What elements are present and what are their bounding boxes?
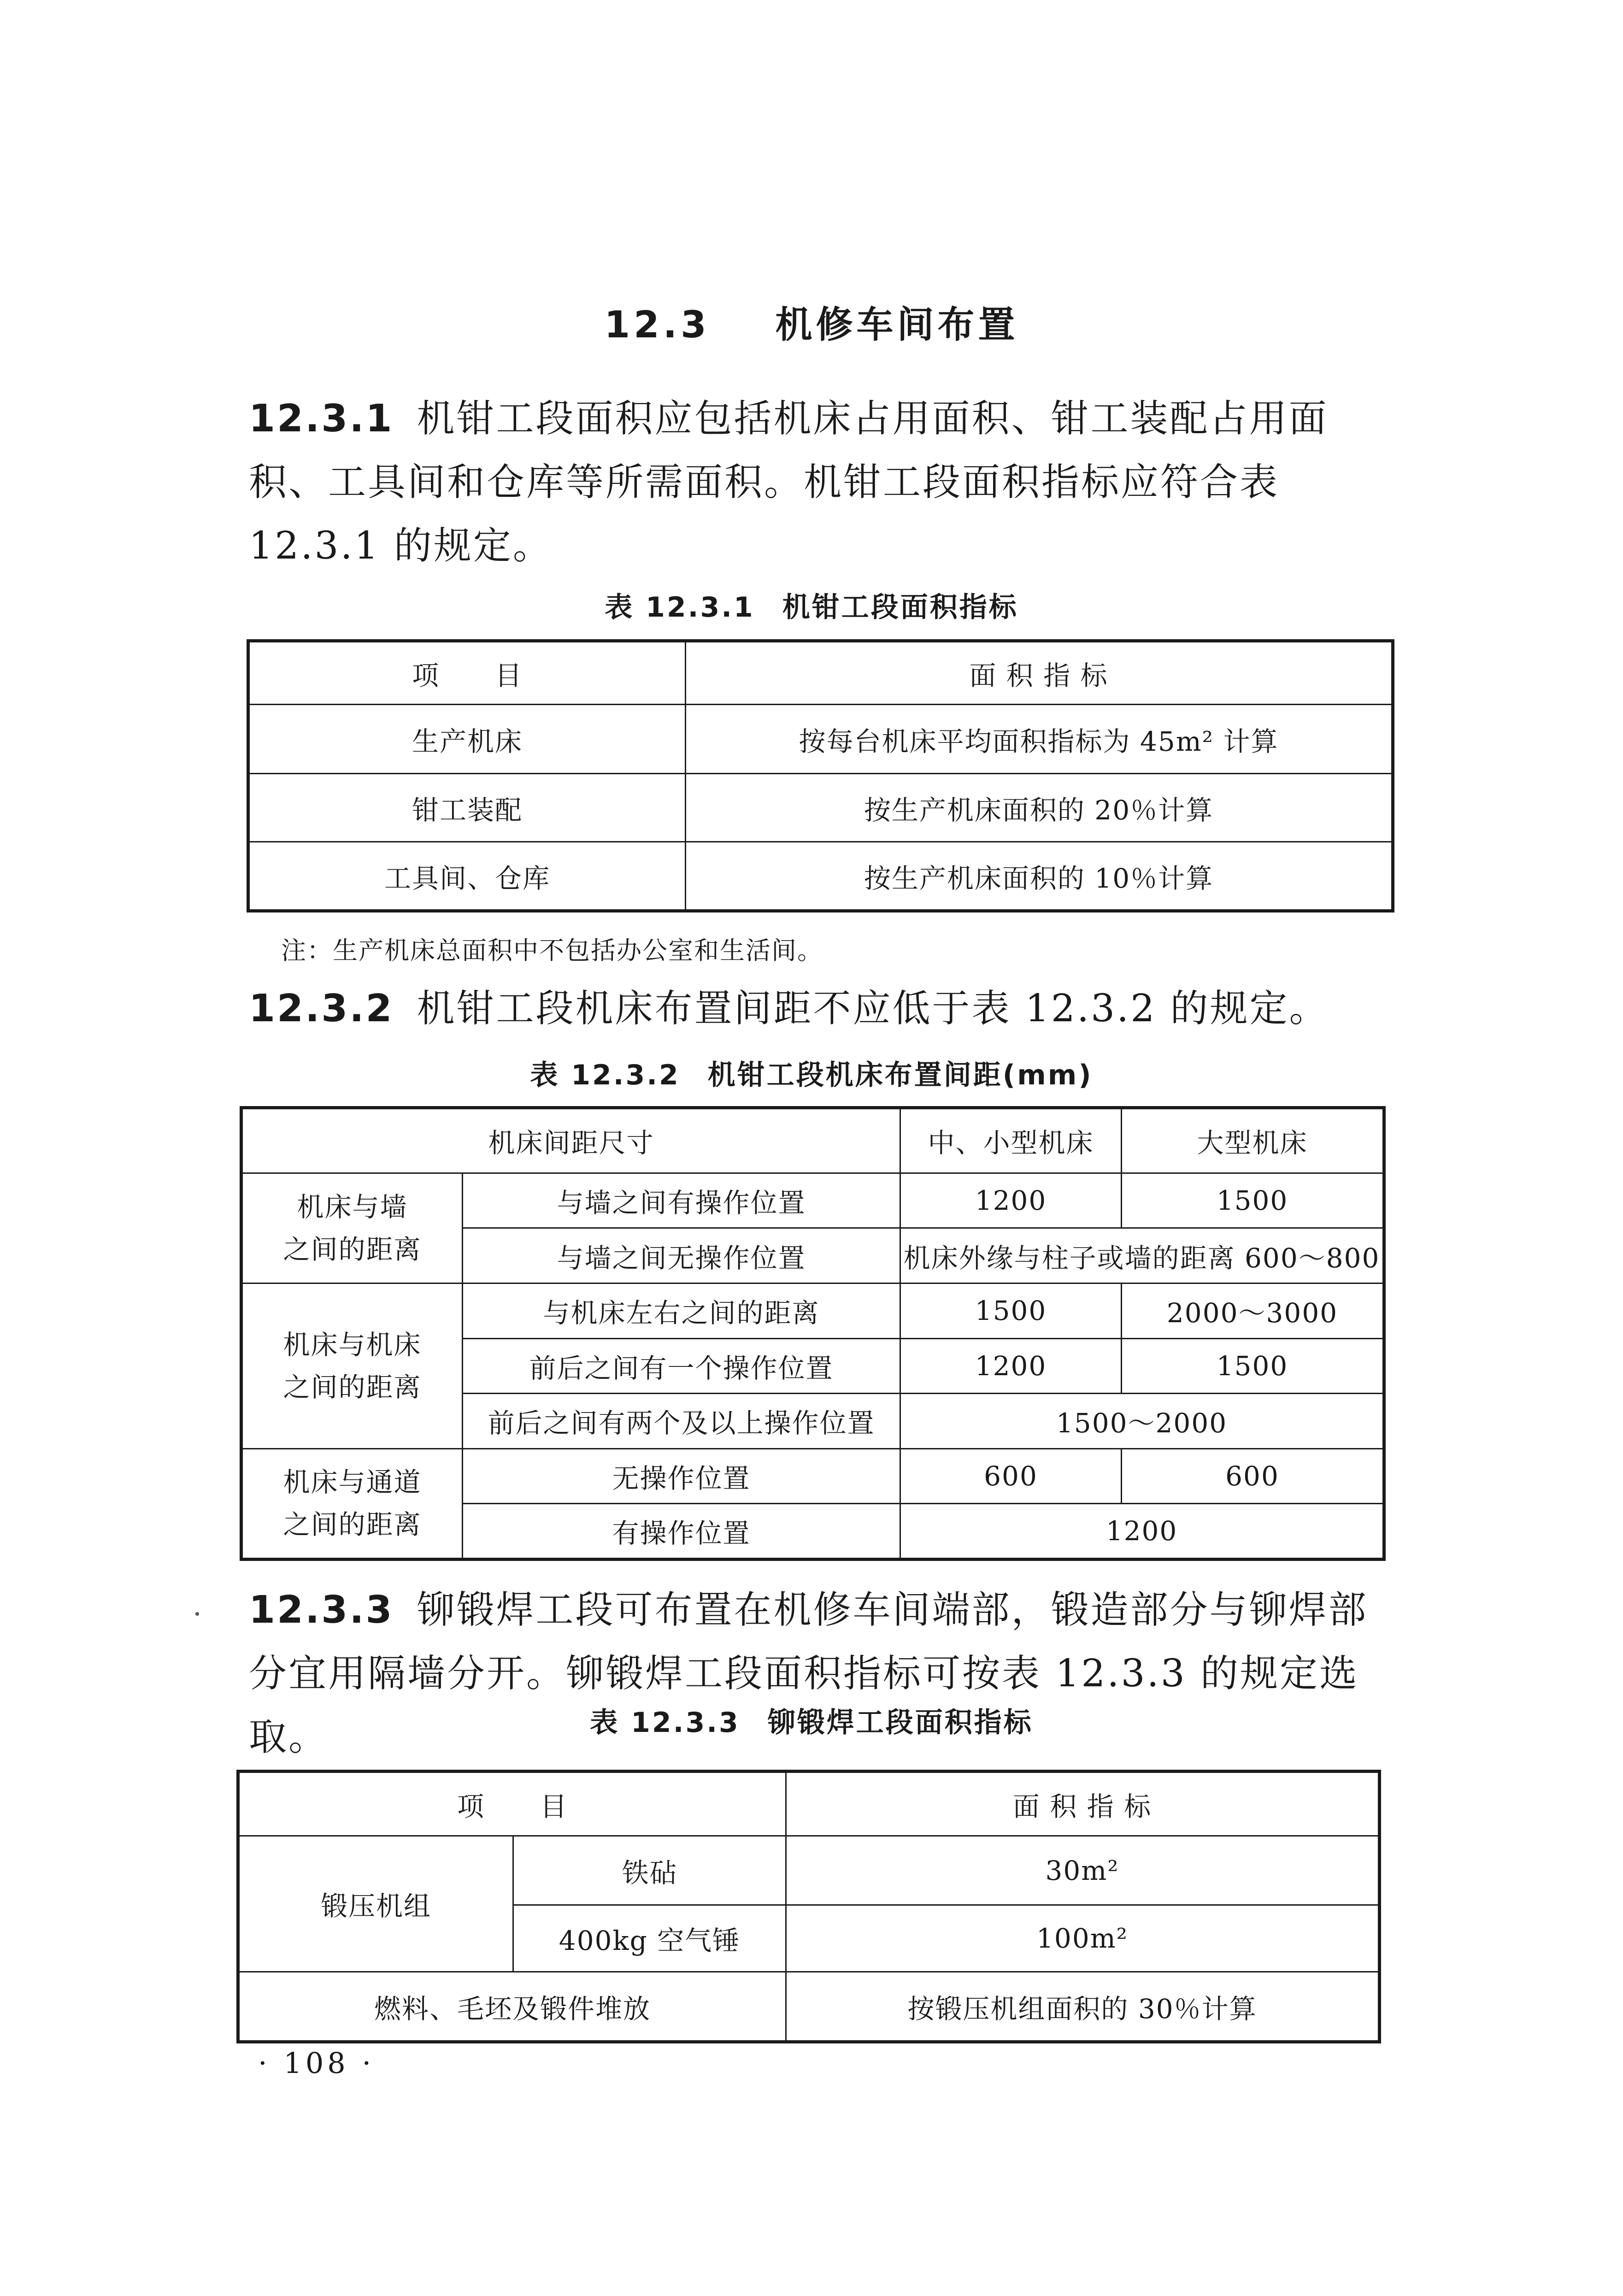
clause-text: 铆锻焊工段可布置在机修车间端部，锻造部分与铆焊部分宜用隔墙分开。铆锻焊工段面积指标可按表 12.3.3 的规定选取。 [249, 1588, 1368, 1759]
group-label-forging-unit: 锻压机组 [238, 1836, 513, 1972]
table-cell: 1500～2000 [900, 1394, 1384, 1449]
caption-number: 表 12.3.1 [605, 591, 755, 624]
table-header-row [238, 1772, 1380, 1836]
header-cell-dimension: 机床间距尺寸 [241, 1108, 900, 1173]
table-header-row [241, 1108, 1384, 1173]
table-cell: 30m² [786, 1836, 1380, 1905]
header-cell-index: 面 积 指 标 [686, 641, 1393, 705]
table-cell: 1200 [900, 1338, 1122, 1394]
clause-text: 机钳工段机床布置间距不应低于表 12.3.2 的规定。 [417, 987, 1329, 1030]
table-cell: 1500 [900, 1283, 1122, 1339]
table-row [241, 1283, 1384, 1339]
table-cell: 前后之间有一个操作位置 [463, 1338, 900, 1394]
caption-title: 铆锻焊工段面积指标 [767, 1707, 1033, 1739]
table-cell: 1500 [1122, 1173, 1384, 1228]
clause-number: 12.3.2 [249, 987, 394, 1030]
group-label-machine: 机床与机床 之间的距离 [241, 1283, 463, 1449]
table-cell: 工具间、仓库 [248, 842, 686, 911]
section-name: 机修车间布置 [775, 303, 1019, 346]
table-cell: 100m² [786, 1905, 1380, 1972]
table-12-3-1-caption [0, 585, 1623, 625]
header-cell-small-medium: 中、小型机床 [900, 1108, 1122, 1173]
table-cell: 按生产机床面积的 20％计算 [686, 774, 1393, 842]
table-cell: 前后之间有两个及以上操作位置 [463, 1394, 900, 1449]
group-label-wall: 机床与墙 之间的距离 [241, 1173, 463, 1283]
header-cell-item: 项 目 [238, 1772, 786, 1836]
clause-text: 机钳工段面积应包括机床占用面积、钳工装配占用面积、工具间和仓库等所需面积。机钳工段面积指标应符合表 12.3.1 的规定。 [249, 397, 1329, 568]
table-cell: 1200 [900, 1504, 1384, 1560]
table-cell: 与机床左右之间的距离 [463, 1283, 900, 1339]
table-row [248, 774, 1393, 842]
table-cell: 400kg 空气锤 [513, 1905, 786, 1972]
table-cell: 铁砧 [513, 1836, 786, 1905]
caption-title: 机钳工段机床布置间距(mm) [707, 1059, 1093, 1091]
table-cell: 按锻压机组面积的 30％计算 [786, 1972, 1380, 2042]
table-note: 注：生产机床总面积中不包括办公室和生活间。 [281, 936, 823, 965]
table-cell: 按生产机床面积的 10％计算 [686, 842, 1393, 911]
table-cell: 生产机床 [248, 705, 686, 774]
section-title [0, 295, 1623, 348]
table-12-3-2 [240, 1106, 1386, 1561]
clause-number: 12.3.1 [249, 397, 394, 441]
table-cell: 与墙之间无操作位置 [463, 1228, 900, 1283]
clause-12-3-3 [249, 1578, 1396, 1769]
table-cell: 钳工装配 [248, 774, 686, 842]
table-row [241, 1173, 1384, 1228]
header-cell-large: 大型机床 [1122, 1108, 1384, 1173]
header-cell-item: 项 目 [248, 641, 686, 705]
table-cell: 1200 [900, 1173, 1122, 1228]
table-cell: 按每台机床平均面积指标为 45m² 计算 [686, 705, 1393, 774]
scan-speck [195, 1612, 199, 1616]
table-row [248, 705, 1393, 774]
table-cell: 机床外缘与柱子或墙的距离 600～800 [900, 1228, 1384, 1283]
table-12-3-3-caption [0, 1701, 1623, 1740]
table-row [238, 1836, 1380, 1905]
table-row [238, 1972, 1380, 2042]
table-row [248, 842, 1393, 911]
caption-number: 表 12.3.2 [530, 1059, 680, 1091]
table-cell: 600 [900, 1448, 1122, 1504]
table-12-3-3 [236, 1770, 1381, 2043]
clause-number: 12.3.3 [249, 1588, 394, 1632]
page-number: · 108 · [258, 2046, 375, 2080]
table-cell: 有操作位置 [463, 1504, 900, 1560]
caption-number: 表 12.3.3 [590, 1707, 740, 1739]
table-cell: 燃料、毛坯及锻件堆放 [238, 1972, 786, 2042]
table-12-3-1 [247, 639, 1394, 913]
table-cell: 无操作位置 [463, 1448, 900, 1504]
table-cell: 2000～3000 [1122, 1283, 1384, 1339]
group-label-aisle: 机床与通道 之间的距离 [241, 1448, 463, 1559]
caption-title: 机钳工段面积指标 [782, 591, 1018, 624]
header-cell-index: 面 积 指 标 [786, 1772, 1380, 1836]
table-header-row [248, 641, 1393, 705]
table-row [241, 1448, 1384, 1504]
table-12-3-2-caption [0, 1053, 1623, 1093]
section-number: 12.3 [604, 303, 710, 346]
clause-12-3-1 [249, 387, 1396, 578]
table-cell: 与墙之间有操作位置 [463, 1173, 900, 1228]
table-cell: 600 [1122, 1448, 1384, 1504]
table-cell: 1500 [1122, 1338, 1384, 1394]
clause-12-3-2 [249, 977, 1396, 1041]
